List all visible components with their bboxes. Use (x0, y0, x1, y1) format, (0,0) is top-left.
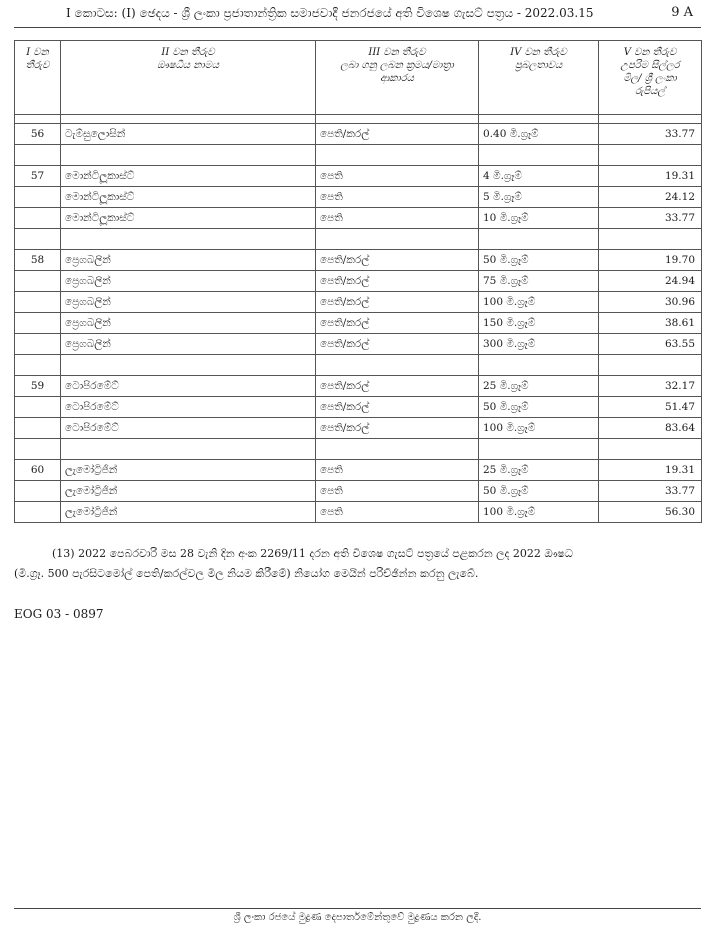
dosage-form-cell: පෙති (316, 208, 479, 229)
table-row (15, 208, 702, 229)
item-number-cell: 59 (15, 376, 61, 397)
table-row (15, 334, 702, 355)
price-cell: 32.17 (599, 376, 702, 397)
spacer-cell (599, 229, 702, 250)
table-row (15, 502, 702, 523)
price-cell: 24.94 (599, 271, 702, 292)
dosage-form-cell: පෙති/කරල් (316, 334, 479, 355)
spacer-cell (61, 439, 316, 460)
dosage-form-cell: පෙති/කරල් (316, 124, 479, 145)
table-body (15, 124, 702, 523)
strength-cell: 150 මි.ග්‍රෑම් (479, 313, 599, 334)
strength-cell: 100 මි.ග්‍රෑම් (479, 502, 599, 523)
dosage-form-cell: පෙති/කරල් (316, 418, 479, 439)
item-number-cell: 60 (15, 460, 61, 481)
spacer-cell (61, 229, 316, 250)
amendment-note (14, 544, 701, 584)
strength-cell: 100 මි.ග්‍රෑම් (479, 292, 599, 313)
column-header-5: V වන තීරුව උපරිම සිල්ලර මිල/ ශ්‍රී ලංකා රුපියල් (599, 41, 702, 115)
table-row (15, 166, 702, 187)
spacer-cell (479, 229, 599, 250)
drug-name-cell: මොන්ටිලූකාස්ට් (61, 187, 316, 208)
drug-name-cell: ටැම්සුලොසින් (61, 124, 316, 145)
item-number-cell: 58 (15, 250, 61, 271)
column-header-4: IV වන තීරුව ප්‍රබලතාවය (479, 41, 599, 115)
drug-name-cell: ලැමෝට්‍රිජින් (61, 481, 316, 502)
spacer-row (15, 145, 702, 166)
spacer-cell (599, 355, 702, 376)
dosage-form-cell: පෙති/කරල් (316, 313, 479, 334)
item-number-cell (15, 292, 61, 313)
price-cell: 33.77 (599, 208, 702, 229)
table-row (15, 376, 702, 397)
drug-name-cell: ප්‍රෙගබලින් (61, 313, 316, 334)
drug-name-cell: ලැමෝට්‍රිජින් (61, 502, 316, 523)
table-row (15, 187, 702, 208)
page-number: 9 A (671, 5, 693, 20)
price-cell: 24.12 (599, 187, 702, 208)
strength-cell: 50 මි.ග්‍රෑම් (479, 481, 599, 502)
table-row (15, 292, 702, 313)
spacer-cell (15, 355, 61, 376)
table-row (15, 418, 702, 439)
dosage-form-cell: පෙති/කරල් (316, 397, 479, 418)
spacer-cell (15, 229, 61, 250)
item-number-cell: 56 (15, 124, 61, 145)
dosage-form-cell: පෙති (316, 187, 479, 208)
spacer-cell (316, 355, 479, 376)
strength-cell: 25 මි.ග්‍රෑම් (479, 376, 599, 397)
strength-cell: 50 මි.ග්‍රෑම් (479, 397, 599, 418)
price-cell: 33.77 (599, 124, 702, 145)
table-row (15, 124, 702, 145)
spacer-cell (15, 145, 61, 166)
dosage-form-cell: පෙති (316, 502, 479, 523)
header-separator-row (15, 115, 702, 124)
item-number-cell (15, 481, 61, 502)
table-header-row (15, 41, 702, 115)
price-cell: 19.70 (599, 250, 702, 271)
running-header: I කොටස: (I) ඡෙදය - ශ්‍රී ලංකා ප්‍රජාතාන්ත්‍රික සමාජවාදී ජනරජයේ අති විශෙෂ ගැසට් පත්‍රය - 2022.03.15 (66, 6, 594, 20)
header-rule (14, 27, 701, 28)
spacer-cell (479, 145, 599, 166)
table-row (15, 250, 702, 271)
spacer-cell (316, 439, 479, 460)
item-number-cell (15, 397, 61, 418)
item-number-cell (15, 418, 61, 439)
price-cell: 19.31 (599, 166, 702, 187)
price-cell: 83.64 (599, 418, 702, 439)
dosage-form-cell: පෙති/කරල් (316, 292, 479, 313)
table-row (15, 397, 702, 418)
spacer-cell (479, 439, 599, 460)
dosage-form-cell: පෙති (316, 166, 479, 187)
strength-cell: 5 මි.ග්‍රෑම් (479, 187, 599, 208)
spacer-cell (599, 439, 702, 460)
price-cell: 56.30 (599, 502, 702, 523)
table-row (15, 313, 702, 334)
strength-cell: 10 මි.ග්‍රෑම් (479, 208, 599, 229)
item-number-cell (15, 334, 61, 355)
drug-name-cell: ටොපිරමේට් (61, 376, 316, 397)
note-line-2: (මි.ග්‍රෑ. 500 පැරසිටමෝල් පෙති/කරල්වල මිල නියම කිරීමේ) නියෝග මෙයින් පරිච්ඡින්න කරනු ලැබේ. (14, 567, 479, 580)
item-number-cell (15, 502, 61, 523)
dosage-form-cell: පෙති/කරල් (316, 250, 479, 271)
item-number-cell (15, 208, 61, 229)
item-number-cell (15, 313, 61, 334)
printer-footer: ශ්‍රී ලංකා රජයේ මුද්‍රණ දෙපාර්තමේන්තුවේ මුද්‍රණය කරන ලදී. (233, 912, 482, 923)
spacer-cell (316, 229, 479, 250)
strength-cell: 25 මි.ග්‍රෑම් (479, 460, 599, 481)
table-row (15, 481, 702, 502)
note-line-1: (13) 2022 පෙබරවාරි මස 28 වැනි දින අංක 2269/11 දරන අති විශෙෂ ගැසට් පත්‍රයේ පළකරන ලද 2022 ඖෂධ (52, 547, 573, 560)
dosage-form-cell: පෙති (316, 460, 479, 481)
price-cell: 19.31 (599, 460, 702, 481)
drug-name-cell: ලැමෝට්‍රිජින් (61, 460, 316, 481)
dosage-form-cell: පෙති (316, 481, 479, 502)
drug-name-cell: ටොපිරමේට් (61, 418, 316, 439)
strength-cell: 75 මි.ග්‍රෑම් (479, 271, 599, 292)
column-header-3: III වන තීරුව ලබා ගනු ලබන ක්‍රමය/මාත්‍රා ආකාරය (316, 41, 479, 115)
document-code: EOG 03 - 0897 (14, 607, 104, 621)
strength-cell: 100 මි.ග්‍රෑම් (479, 418, 599, 439)
strength-cell: 4 මි.ග්‍රෑම් (479, 166, 599, 187)
strength-cell: 50 මි.ග්‍රෑම් (479, 250, 599, 271)
spacer-row (15, 229, 702, 250)
drug-name-cell: මොන්ටිලූකාස්ට් (61, 208, 316, 229)
item-number-cell (15, 187, 61, 208)
spacer-cell (479, 355, 599, 376)
spacer-row (15, 355, 702, 376)
spacer-cell (15, 439, 61, 460)
drug-name-cell: ප්‍රෙගබලින් (61, 292, 316, 313)
strength-cell: 0.40 මි.ග්‍රෑම් (479, 124, 599, 145)
spacer-cell (599, 145, 702, 166)
column-header-1: I වන තීරුව (15, 41, 61, 115)
spacer-cell (316, 145, 479, 166)
price-cell: 30.96 (599, 292, 702, 313)
price-cell: 33.77 (599, 481, 702, 502)
drug-name-cell: ප්‍රෙගබලින් (61, 334, 316, 355)
dosage-form-cell: පෙති/කරල් (316, 376, 479, 397)
spacer-cell (61, 355, 316, 376)
spacer-cell (61, 145, 316, 166)
column-header-2: II වන තීරුව ඖෂධීය නාමය (61, 41, 316, 115)
drug-name-cell: ටොපිරමේට් (61, 397, 316, 418)
drug-name-cell: ප්‍රෙගබලින් (61, 250, 316, 271)
price-table (14, 40, 702, 523)
spacer-row (15, 439, 702, 460)
item-number-cell (15, 271, 61, 292)
drug-name-cell: ප්‍රෙගබලින් (61, 271, 316, 292)
strength-cell: 300 මි.ග්‍රෑම් (479, 334, 599, 355)
footer-rule (14, 908, 701, 909)
price-cell: 63.55 (599, 334, 702, 355)
table-row (15, 460, 702, 481)
price-cell: 51.47 (599, 397, 702, 418)
dosage-form-cell: පෙති/කරල් (316, 271, 479, 292)
item-number-cell: 57 (15, 166, 61, 187)
price-cell: 38.61 (599, 313, 702, 334)
drug-name-cell: මොන්ටිලූකාස්ට් (61, 166, 316, 187)
table-row (15, 271, 702, 292)
